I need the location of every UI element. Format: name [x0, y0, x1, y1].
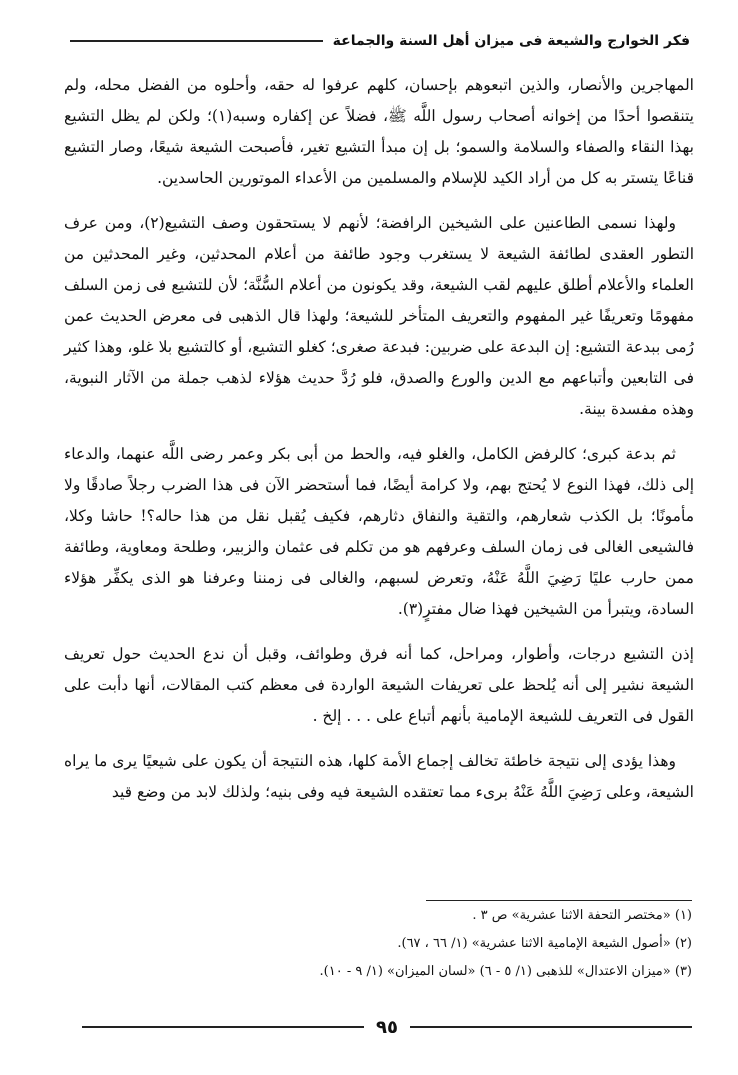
page-number-bar	[82, 1014, 692, 1040]
body-text	[64, 70, 694, 822]
running-header	[70, 26, 690, 56]
header-rule	[70, 40, 323, 42]
paragraph-5: وهذا يؤدى إلى نتيجة خاطئة تخالف إجماع الأمة كلها، هذه النتيجة أن يكون على شيعيًا يرى ما يراه الشيعة، وعلى رَضِيَ اللَّهُ عَنْهُ برىء مما تعتقده الشيعة فيه وفى بنيه؛ ولذلك لابد من وضع قيد	[64, 752, 694, 801]
paragraph-3: ثم بدعة كبرى؛ كالرفض الكامل، والغلو فيه، والحط من أبى بكر وعمر رضى اللَّه عنهما، والدعاء إلى ذلك، فهذا النوع لا يُحتج بهم، ولا كرامة أيضًا، فما أستحضر الآن فى هذا الضرب رجلاً صادقًا ولا مأمونًا؛ بل الكذب شعارهم، والتقية والنفاق دثارهم، فكيف يُقبل نقل من هذا حاله؟! حاشا وكلا، فالشيعى الغالى فى زمان السلف وعرفهم هو من تكلم فى عثمان والزبير، وطلحة ومعاوية، وطائفة ممن حارب عليًا رَضِيَ اللَّهُ عَنْهُ، وتعرض لسبهم، والغالى فى زمننا وعرفنا هو الذى يكفِّر هؤلاء السادة، ويتبرأ من الشيخين فهذا ضال مفترٍ(٣).	[64, 445, 694, 618]
paragraph-1: المهاجرين والأنصار، والذين اتبعوهم بإحسان، كلهم عرفوا له حقه، وأحلوه من الفضل محله، ولم يتنقصوا أحدًا من إخوانه أصحاب رسول اللَّه ﷺ، فضلاً عن إكفاره وسبه(١)؛ ولكن لم يظل التشيع بهذا النقاء والصفاء والسلامة والسمو؛ بل إن مبدأ التشيع تغير، فأصبحت الشيعة شيعًا، وصار التشيع قناعًا يتستر به كل من أراد الكيد للإسلام والمسلمين من الأعداء الموتورين الحاسدين.	[64, 76, 694, 187]
footnotes	[70, 902, 692, 986]
footnote-2: (٢) «أصول الشيعة الإمامية الاثنا عشرية» (١/ ٦٦ ، ٦٧).	[397, 936, 692, 951]
page-bar-rule-right	[410, 1026, 692, 1028]
paragraph-4: إذن التشيع درجات، وأطوار، ومراحل، كما أنه فرق وطوائف، وقبل أن ندع الحديث حول تعريف الشيعة نشير إلى أنه يُلحظ على تعريفات الشيعة الواردة فى معظم كتب المقالات، أنها دأبت على القول فى التعريف للشيعة الإمامية بأنهم أتباع على . . . إلخ .	[64, 645, 694, 725]
paragraph-2: ولهذا نسمى الطاعنين على الشيخين الرافضة؛ لأنهم لا يستحقون وصف التشيع(٢)، ومن عرف التطور العقدى لطائفة الشيعة لا يستغرب وجود طائفة من أعلام المحدثين، وغير المحدثين من العلماء والأعلام أطلق عليهم لقب الشيعة، وقد يكونون من أعلام السُّنَّة؛ لأن للتشيع فى زمن السلف مفهومًا وتعريفًا غير المفهوم والتعريف المتأخر للشيعة؛ ولهذا قال الذهبى فى معرض الحديث عمن رُمى ببدعة التشيع: إن البدعة على ضربين: فبدعة صغرى؛ كغلو التشيع، أو كالتشيع بلا غلو، وهذا كثير فى التابعين وأتباعهم مع الدين والورع والصدق، فلو رُدَّ حديث هؤلاء لذهب جملة من الآثار النبوية، وهذه مفسدة بينة.	[64, 214, 694, 418]
page-bar-rule-left	[82, 1026, 364, 1028]
footnote-3: (٣) «ميزان الاعتدال» للذهبى (١/ ٥ - ٦) «لسان الميزان» (١/ ٩ - ١٠).	[319, 964, 692, 979]
footnote-separator	[426, 900, 692, 901]
running-header-title: فكر الخوارج والشيعة فى ميزان أهل السنة والجماعة	[332, 33, 690, 49]
page-number: ٩٥	[376, 1016, 398, 1038]
footnote-1: (١) «مختصر التحفة الاثنا عشرية» ص ٣ .	[472, 908, 692, 923]
